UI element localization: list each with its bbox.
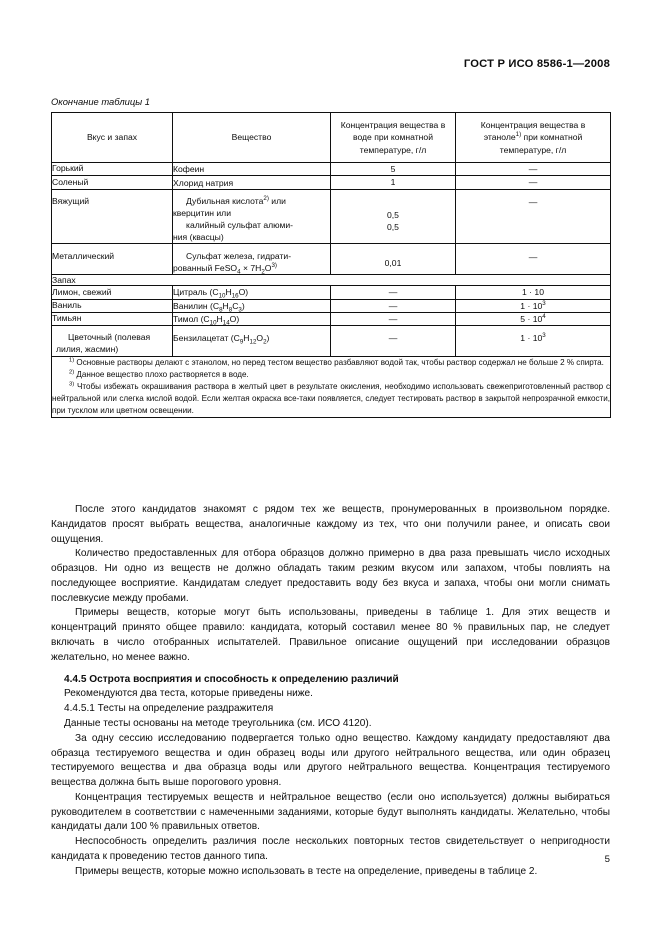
table-header [52,113,611,163]
substance-line1: Сульфат железа, гидрати- [186,251,292,262]
cell-ethanol-concentration: — [456,163,611,176]
formula-sub-2: 8 [228,306,233,314]
footnote-2-marker: 2) [69,369,75,376]
formula-sub-2: 12 [249,339,257,347]
formula-sub-2: 16 [231,293,239,301]
formula-sub-1: 10 [209,319,217,327]
table-row [52,313,611,326]
conc-water-line1: Концентрация вещества в [340,119,446,130]
formula-sub-3: 3 [238,306,242,314]
table-footnotes-row [52,356,611,418]
cell-ethanol-concentration: — [456,244,611,275]
column-header-substance-label: Вещество [231,132,272,143]
cell-substance: Хлорид натрия [173,176,331,189]
formula-name: Бензилацетат (C [173,333,240,344]
cell-taste: Ваниль [52,299,173,312]
paragraph-4: Рекомендуются два теста, которые приведены ниже. [64,688,313,700]
ethanol-mantissa: 1 · 10 [520,333,543,344]
ethanol-exponent: 3 [542,332,546,340]
table-row [52,326,611,356]
cell-water-concentration: 5 [331,163,456,176]
formula-mid: H [222,300,229,311]
table-row [52,189,611,243]
ethanol-exponent: 3 [542,299,546,307]
body-content [51,503,610,880]
conc-ethanol-word: этаноле [483,132,516,143]
footnote-3-text: Чтобы избежать окрашивания раствора в желтый цвет в результате окисления, необходимо использовать свежеприготовленный раствор с нейтральной или слегка кислой водой. Если желтая окраска все-таки появляется, следует тестировать раствор в закрытой непрозрачной емкости, при тусклом или цветном освещении. [52,381,610,416]
formula-end: O) [229,314,240,325]
formula-end: O [256,333,264,344]
ethanol-mantissa: 1 · 10 [520,300,543,311]
substance-text-a: Дубильная кислота [186,195,264,206]
table-1-continuation [51,112,610,418]
water-value-1: 0,5 [387,209,399,220]
table-body [52,163,611,418]
substance-line2: кверцитин или [173,207,231,218]
formula-sub-2: 2 [261,268,265,276]
formula-end: C [232,300,239,311]
cell-taste: Лимон, свежий [52,286,173,299]
column-header-taste-label: Вкус и запах [86,132,138,143]
column-header-concentration-water [331,113,456,163]
cell-taste: Соленый [52,176,173,189]
substance-line4: ния (квасцы) [173,232,224,242]
cell-water-concentration: — [331,313,456,326]
formula-part-c: O [264,263,272,274]
paragraph-6: За одну сессию исследованию подвергается только одно вещество. Каждому кандидату предоставляют два образца тестируемого вещества и один образец воды или другого нейтрального вещества, или один образец тестируемого вещества и два образца воды или другого нейтрального вещества. Концентрация тестируемого вещества должна быть выше порогового уровня. [51,732,610,789]
paragraph-8: Неспособность определить различия после нескольких повторных тестов свидетельствует о непригодности кандидата к проведению тестов данного типа. [51,836,610,862]
formula-name: Цитраль (C [173,287,219,298]
formula-end: O) [238,287,249,298]
formula-sub-3: 2 [263,339,267,347]
formula-sub-1: 4 [237,268,241,276]
table-row [52,163,611,176]
formula-sub-1: 8 [219,306,223,314]
ethanol-mantissa: 1 · 10 [522,287,544,298]
column-header-substance [173,113,331,163]
formula-close: ) [266,333,270,344]
cell-water-concentration: — [331,299,456,312]
footnote-ref-3: 3) [271,262,277,270]
cell-substance [173,326,331,356]
cell-water-concentration: — [331,286,456,299]
table-footnotes [52,356,611,418]
formula-mid: H [216,314,223,325]
conc-ethanol-line2 [456,131,610,143]
section-heading-4-4-5-1: 4.4.5.1 Тесты на определение раздражителя [64,703,274,715]
cell-substance [173,286,331,299]
cell-substance [173,244,331,275]
table-section-row-odour [52,275,611,286]
formula-sub-2: 14 [222,319,230,327]
table-caption: Окончание таблицы 1 [51,96,150,107]
cell-ethanol-concentration [456,299,611,312]
table-header-row [52,113,611,163]
conc-water-line3: температуре, г/л [359,144,427,155]
column-header-concentration-ethanol [456,113,611,163]
substance-line2 [173,262,330,274]
substance-line3: калийный сульфат алюми- [186,219,294,230]
formula-part-a: рованный FeSO [173,263,238,274]
cell-substance [173,313,331,326]
ethanol-exponent: 4 [542,313,546,321]
page-number: 5 [604,854,610,865]
cell-taste: Горький [52,163,173,176]
paragraph-9: Примеры веществ, которые можно использовать в тесте на определение, приведены в таблице 2. [75,865,538,877]
conc-water-line2: воде при комнатной [352,132,433,143]
section-heading-4-4-5: 4.4.5 Острота восприятия и способность к определению различий [64,673,399,685]
conc-ethanol-rest: при комнатной [521,132,583,143]
cell-taste [52,326,173,356]
paragraph-5: Данные тесты основаны на методе треугольника (см. ИСО 4120). [64,717,372,729]
footnote-1-text: Основные растворы делают с этанолом, но перед тестом вещество разбавляют водой так, чтобы раствор содержал не больше 2 % спирта. [74,357,604,367]
conc-ethanol-line1: Концентрация вещества в [480,119,586,130]
substance-line1 [173,195,330,207]
conc-ethanol-line3: температуре, г/л [499,144,567,155]
cell-water-concentration: — [331,326,456,356]
table-row [52,176,611,189]
ethanol-mantissa: 5 · 10 [520,314,543,324]
cell-substance [173,299,331,312]
standard-header: ГОСТ Р ИСО 8586-1—2008 [463,58,610,70]
cell-taste: Вяжущий [52,189,173,243]
column-header-taste [52,113,173,163]
formula-sub-1: 9 [239,339,244,347]
paragraph-7: Концентрация тестируемых веществ и нейтральное вещество (если оно используется) должны выбираться руководителем в соответствии с намеченными заданиями, которые будут выполнять кандидаты. Желательно, чтобы кандидаты дали 100 % правильных ответов. [51,791,610,833]
formula-name: Ванилин (C [173,300,220,311]
formula-mid: H [225,287,232,298]
section-label-odour: Запах [52,275,611,286]
cell-water-concentration [331,189,456,243]
cell-water-concentration: 0,01 [331,244,456,275]
paragraph-2: Количество предоставленных для отбора образцов должно примерно в два раза превышать число исходных образцов. Ни одно из веществ не должно обладать таким резким вкусом или запахом, чтобы повлиять на последующее восприятие. Кандидатам следует предоставить воду без вкуса и запаха, чтобы они могли снимать послевкусие между пробами. [51,548,610,604]
paragraph-1: После этого кандидатов знакомят с рядом тех же веществ, пронумерованных в произвольном порядке. Кандидатов просят выбрать вещества, аналогичные каждому из тех, что они получили ранее, и описать свои ощущения. [51,504,610,545]
footnote-2-text: Данное вещество плохо растворяется в воде. [74,369,249,379]
footnote-3-marker: 3) [69,381,75,388]
formula-close: ) [241,300,245,311]
cell-water-concentration: 1 [331,176,456,189]
paragraph-3: Примеры веществ, которые могут быть использованы, приведены в таблице 1. Для этих веществ и концентраций принято общее правило: кандидата, который составил менее 80 % правильных пар, не следует включать в число отобранных испытателей. Правильное описание ощущений при исследовании образцов желательно, но менее важно. [51,607,610,663]
water-value-2: 0,5 [387,222,399,233]
cell-taste: Тимьян [52,313,173,326]
cell-ethanol-concentration [456,313,611,326]
footnote-2 [52,369,610,381]
taste-line1: Цветочный (полевая [68,332,151,343]
footnote-ref-1: 1) [515,131,522,139]
table-row [52,286,611,299]
footnote-3 [52,381,610,417]
table-row [52,299,611,312]
cell-ethanol-concentration: — [456,189,611,243]
formula-part-b: × 7H [240,263,262,274]
footnote-1 [52,357,610,369]
table-row [52,244,611,275]
substance-text-b: или [268,195,286,206]
formula-name: Тимол (C [173,314,210,325]
cell-ethanol-concentration [456,286,611,299]
cell-ethanol-concentration [456,326,611,356]
taste-line2: лилия, жасмин) [56,344,119,355]
formula-mid: H [243,333,250,344]
footnote-1-marker: 1) [69,356,75,363]
cell-taste: Металлический [52,244,173,275]
cell-ethanol-concentration: — [456,176,611,189]
cell-substance: Кофеин [173,163,331,176]
cell-substance [173,189,331,243]
footnote-ref-2: 2) [263,195,269,203]
substances-table [51,112,611,418]
formula-sub-1: 10 [218,293,226,301]
